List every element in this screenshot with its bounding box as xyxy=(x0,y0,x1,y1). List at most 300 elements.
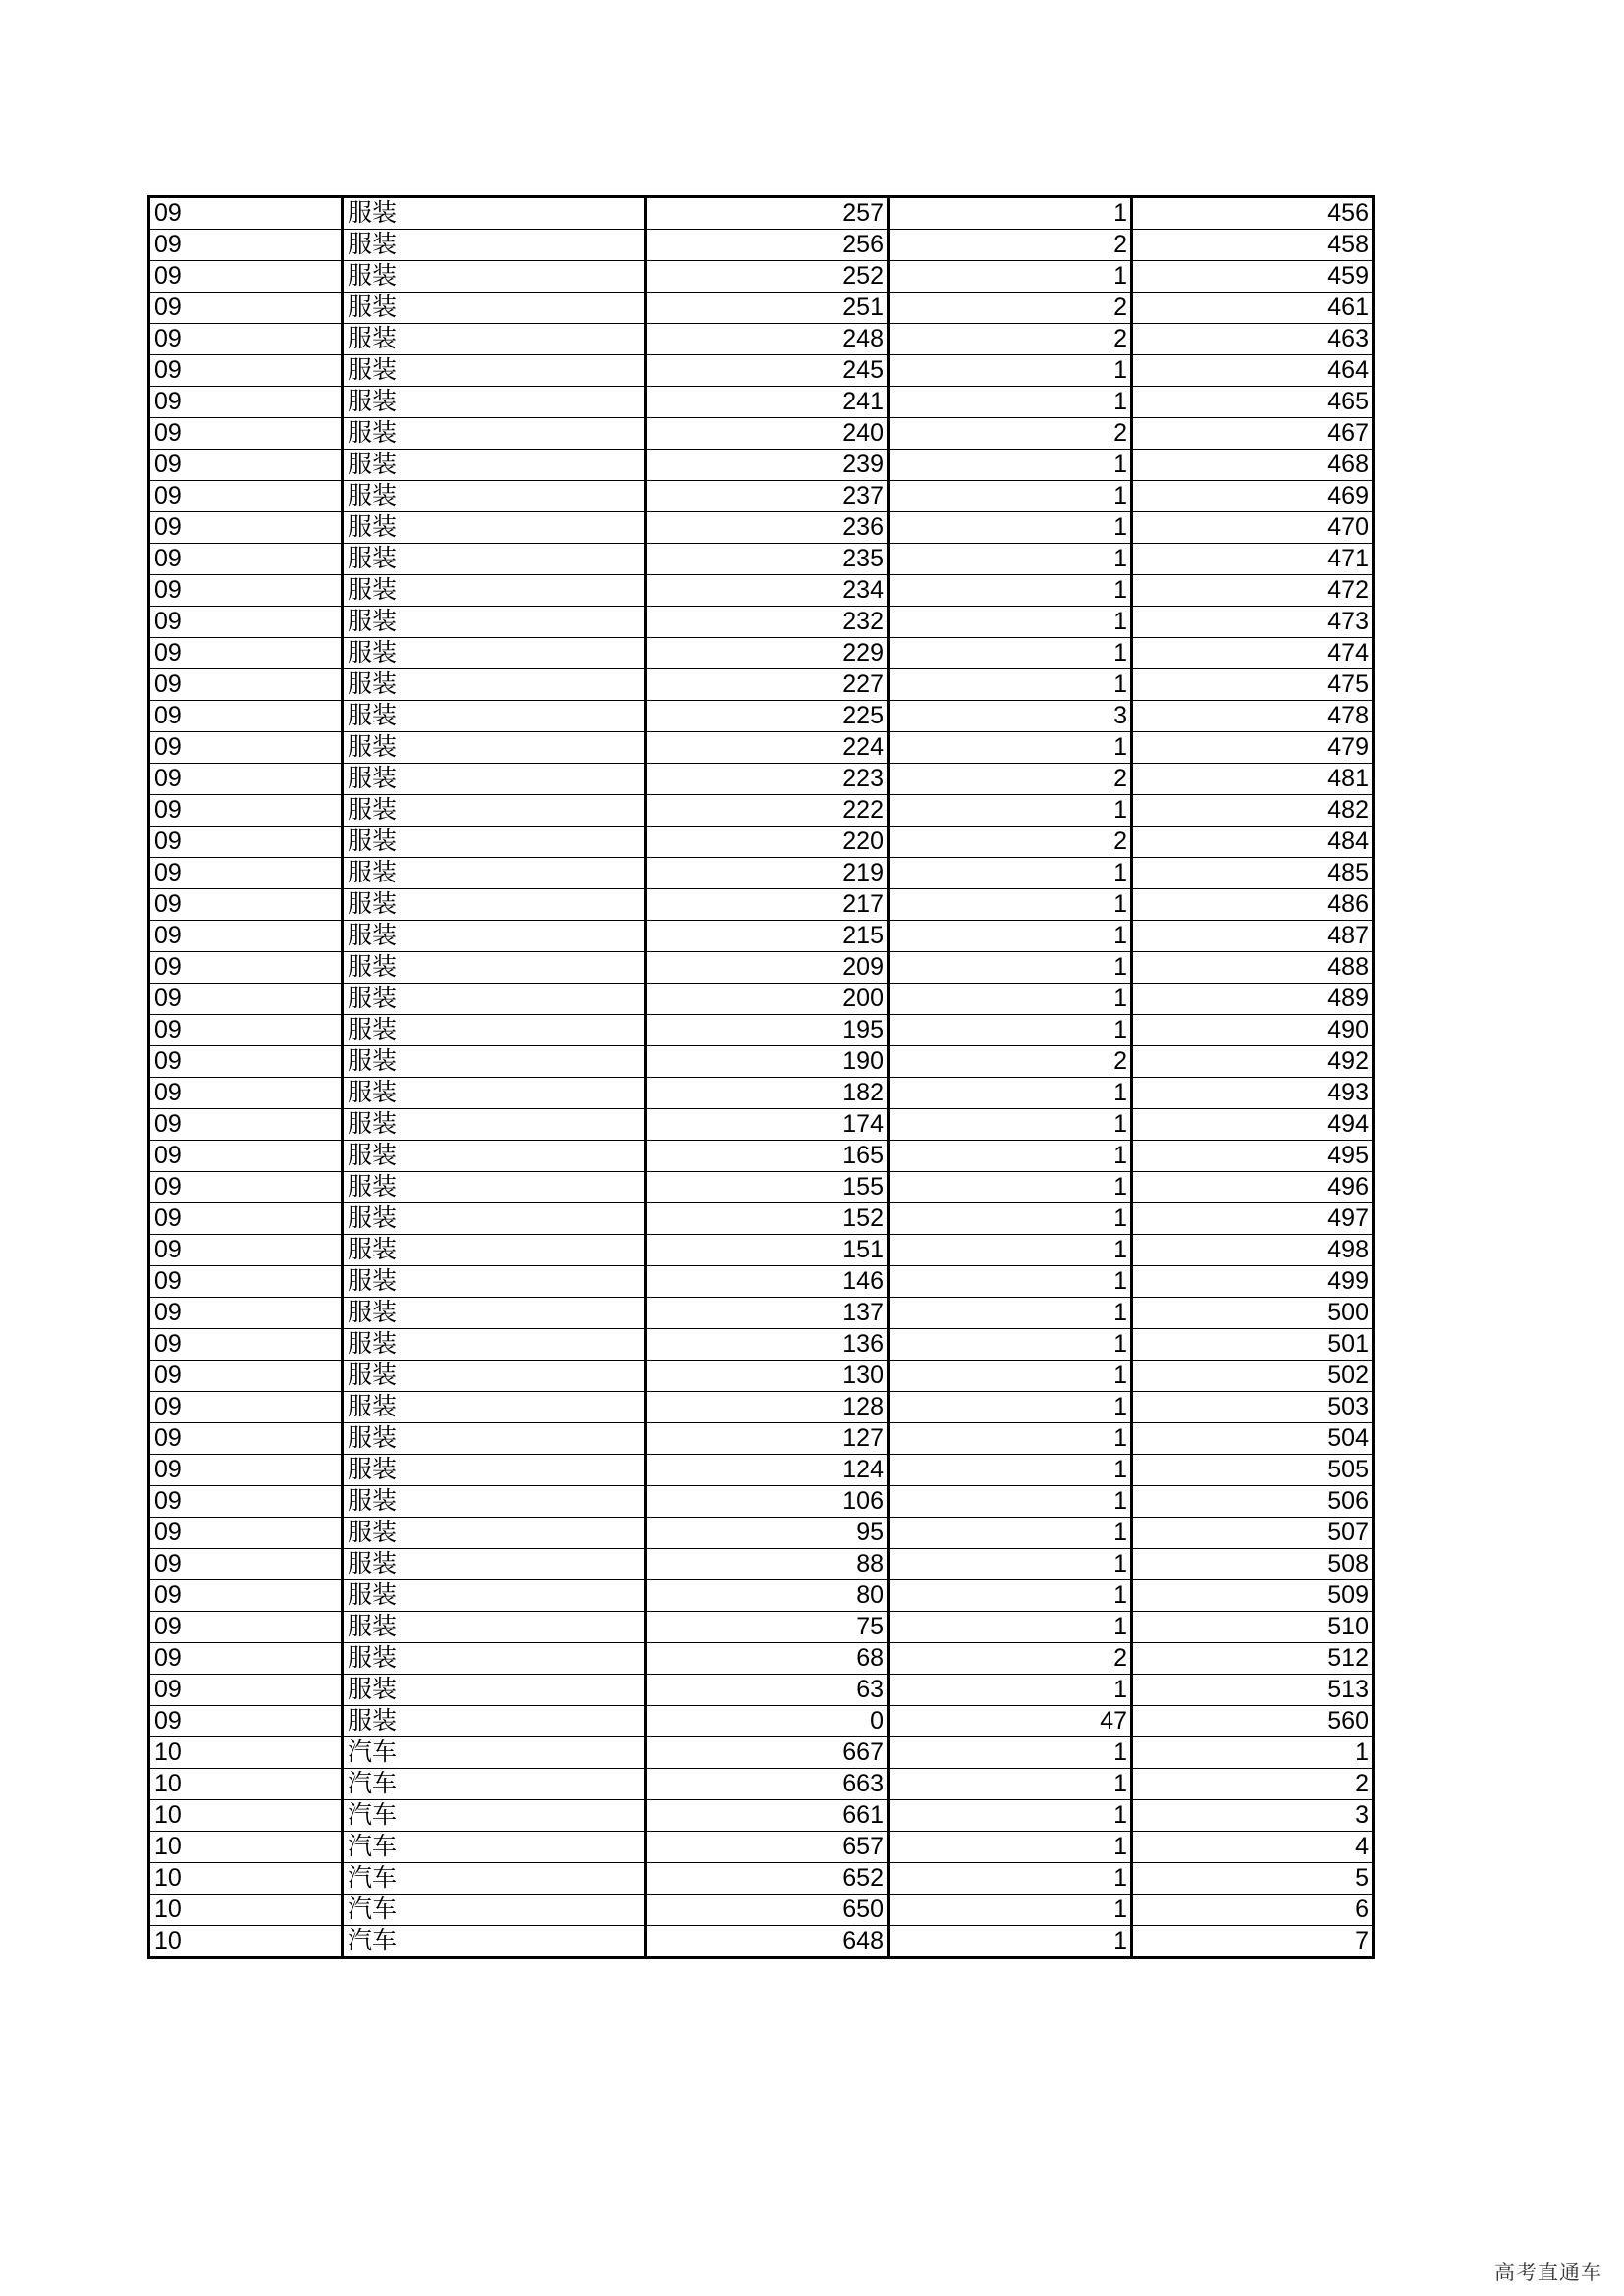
category-code-cell: 10 xyxy=(149,1769,343,1800)
table-row xyxy=(149,481,1374,512)
count-cell: 1 xyxy=(889,1392,1132,1423)
score-cell: 200 xyxy=(646,984,889,1015)
category-code-cell: 09 xyxy=(149,1549,343,1580)
score-cell: 215 xyxy=(646,921,889,952)
count-cell: 1 xyxy=(889,1895,1132,1926)
cumulative-count-cell: 468 xyxy=(1132,450,1374,481)
score-cell: 241 xyxy=(646,387,889,418)
cumulative-count-cell: 502 xyxy=(1132,1361,1374,1392)
score-cell: 182 xyxy=(646,1078,889,1109)
table-row xyxy=(149,1706,1374,1737)
category-code-cell: 09 xyxy=(149,669,343,701)
table-row xyxy=(149,921,1374,952)
table-row xyxy=(149,1266,1374,1298)
category-name-cell: 服装 xyxy=(343,1361,646,1392)
category-name-cell: 服装 xyxy=(343,1046,646,1078)
table-row xyxy=(149,827,1374,858)
category-code-cell: 09 xyxy=(149,1486,343,1518)
score-cell: 220 xyxy=(646,827,889,858)
count-cell: 1 xyxy=(889,607,1132,638)
score-cell: 88 xyxy=(646,1549,889,1580)
category-code-cell: 09 xyxy=(149,1675,343,1706)
category-name-cell: 服装 xyxy=(343,1298,646,1329)
count-cell: 1 xyxy=(889,1266,1132,1298)
score-cell: 661 xyxy=(646,1800,889,1832)
table-row xyxy=(149,1329,1374,1361)
category-code-cell: 09 xyxy=(149,795,343,827)
score-cell: 152 xyxy=(646,1203,889,1235)
score-cell: 106 xyxy=(646,1486,889,1518)
count-cell: 2 xyxy=(889,1046,1132,1078)
category-name-cell: 服装 xyxy=(343,1392,646,1423)
table-row xyxy=(149,1832,1374,1863)
category-code-cell: 09 xyxy=(149,701,343,732)
table-row xyxy=(149,1895,1374,1926)
table-row xyxy=(149,230,1374,261)
cumulative-count-cell: 482 xyxy=(1132,795,1374,827)
cumulative-count-cell: 479 xyxy=(1132,732,1374,764)
category-name-cell: 服装 xyxy=(343,512,646,544)
cumulative-count-cell: 470 xyxy=(1132,512,1374,544)
count-cell: 1 xyxy=(889,1486,1132,1518)
category-name-cell: 服装 xyxy=(343,858,646,889)
category-code-cell: 10 xyxy=(149,1832,343,1863)
cumulative-count-cell: 475 xyxy=(1132,669,1374,701)
score-cell: 63 xyxy=(646,1675,889,1706)
count-cell: 1 xyxy=(889,1737,1132,1769)
table-row xyxy=(149,764,1374,795)
cumulative-count-cell: 487 xyxy=(1132,921,1374,952)
category-name-cell: 服装 xyxy=(343,1518,646,1549)
table-row xyxy=(149,1926,1374,1958)
score-cell: 80 xyxy=(646,1580,889,1612)
cumulative-count-cell: 505 xyxy=(1132,1455,1374,1486)
category-code-cell: 09 xyxy=(149,324,343,355)
category-code-cell: 09 xyxy=(149,1109,343,1141)
score-cell: 222 xyxy=(646,795,889,827)
table-row xyxy=(149,1361,1374,1392)
category-name-cell: 服装 xyxy=(343,1172,646,1203)
score-cell: 151 xyxy=(646,1235,889,1266)
category-name-cell: 服装 xyxy=(343,230,646,261)
score-cell: 236 xyxy=(646,512,889,544)
category-name-cell: 服装 xyxy=(343,889,646,921)
category-name-cell: 服装 xyxy=(343,1078,646,1109)
score-cell: 234 xyxy=(646,575,889,607)
count-cell: 1 xyxy=(889,1172,1132,1203)
category-code-cell: 09 xyxy=(149,1423,343,1455)
category-name-cell: 服装 xyxy=(343,1706,646,1737)
score-cell: 239 xyxy=(646,450,889,481)
cumulative-count-cell: 459 xyxy=(1132,261,1374,293)
category-name-cell: 服装 xyxy=(343,293,646,324)
category-name-cell: 服装 xyxy=(343,1423,646,1455)
score-cell: 190 xyxy=(646,1046,889,1078)
category-name-cell: 汽车 xyxy=(343,1832,646,1863)
count-cell: 1 xyxy=(889,889,1132,921)
cumulative-count-cell: 498 xyxy=(1132,1235,1374,1266)
cumulative-count-cell: 503 xyxy=(1132,1392,1374,1423)
cumulative-count-cell: 464 xyxy=(1132,355,1374,387)
cumulative-count-cell: 506 xyxy=(1132,1486,1374,1518)
table-row xyxy=(149,1643,1374,1675)
cumulative-count-cell: 508 xyxy=(1132,1549,1374,1580)
score-cell: 130 xyxy=(646,1361,889,1392)
count-cell: 1 xyxy=(889,984,1132,1015)
category-code-cell: 09 xyxy=(149,1203,343,1235)
score-cell: 240 xyxy=(646,418,889,450)
table-row xyxy=(149,387,1374,418)
table-row xyxy=(149,197,1374,230)
count-cell: 1 xyxy=(889,1675,1132,1706)
cumulative-count-cell: 499 xyxy=(1132,1266,1374,1298)
count-cell: 1 xyxy=(889,1203,1132,1235)
category-code-cell: 09 xyxy=(149,544,343,575)
score-cell: 224 xyxy=(646,732,889,764)
table-row xyxy=(149,1486,1374,1518)
cumulative-count-cell: 509 xyxy=(1132,1580,1374,1612)
category-code-cell: 09 xyxy=(149,575,343,607)
category-name-cell: 汽车 xyxy=(343,1863,646,1895)
table-row xyxy=(149,512,1374,544)
category-name-cell: 服装 xyxy=(343,261,646,293)
table-row xyxy=(149,1203,1374,1235)
category-name-cell: 服装 xyxy=(343,1580,646,1612)
category-name-cell: 服装 xyxy=(343,1455,646,1486)
cumulative-count-cell: 510 xyxy=(1132,1612,1374,1643)
score-cell: 251 xyxy=(646,293,889,324)
category-code-cell: 09 xyxy=(149,1518,343,1549)
category-code-cell: 09 xyxy=(149,261,343,293)
score-cell: 127 xyxy=(646,1423,889,1455)
score-cell: 223 xyxy=(646,764,889,795)
category-code-cell: 09 xyxy=(149,1141,343,1172)
cumulative-count-cell: 467 xyxy=(1132,418,1374,450)
cumulative-count-cell: 494 xyxy=(1132,1109,1374,1141)
count-cell: 2 xyxy=(889,827,1132,858)
category-code-cell: 09 xyxy=(149,984,343,1015)
category-code-cell: 10 xyxy=(149,1737,343,1769)
count-cell: 2 xyxy=(889,230,1132,261)
category-code-cell: 09 xyxy=(149,858,343,889)
cumulative-count-cell: 496 xyxy=(1132,1172,1374,1203)
category-name-cell: 服装 xyxy=(343,1141,646,1172)
cumulative-count-cell: 489 xyxy=(1132,984,1374,1015)
cumulative-count-cell: 2 xyxy=(1132,1769,1374,1800)
score-cell: 256 xyxy=(646,230,889,261)
category-code-cell: 09 xyxy=(149,1298,343,1329)
count-cell: 1 xyxy=(889,795,1132,827)
category-name-cell: 服装 xyxy=(343,638,646,669)
category-code-cell: 09 xyxy=(149,450,343,481)
category-name-cell: 汽车 xyxy=(343,1737,646,1769)
cumulative-count-cell: 478 xyxy=(1132,701,1374,732)
score-cell: 650 xyxy=(646,1895,889,1926)
footer-watermark: 高考直通车 xyxy=(1494,2262,1602,2284)
count-cell: 2 xyxy=(889,418,1132,450)
score-cell: 195 xyxy=(646,1015,889,1046)
category-name-cell: 服装 xyxy=(343,732,646,764)
cumulative-count-cell: 474 xyxy=(1132,638,1374,669)
cumulative-count-cell: 3 xyxy=(1132,1800,1374,1832)
table-row xyxy=(149,1172,1374,1203)
table-row xyxy=(149,293,1374,324)
count-cell: 1 xyxy=(889,1832,1132,1863)
table-row xyxy=(149,1235,1374,1266)
score-cell: 75 xyxy=(646,1612,889,1643)
score-cell: 257 xyxy=(646,197,889,230)
score-cell: 663 xyxy=(646,1769,889,1800)
category-name-cell: 服装 xyxy=(343,827,646,858)
count-cell: 1 xyxy=(889,1235,1132,1266)
count-cell: 1 xyxy=(889,1109,1132,1141)
category-name-cell: 服装 xyxy=(343,1675,646,1706)
category-code-cell: 09 xyxy=(149,1361,343,1392)
category-code-cell: 09 xyxy=(149,1266,343,1298)
category-code-cell: 10 xyxy=(149,1800,343,1832)
table-row xyxy=(149,1612,1374,1643)
table-row xyxy=(149,1518,1374,1549)
cumulative-count-cell: 1 xyxy=(1132,1737,1374,1769)
table-row xyxy=(149,795,1374,827)
table-row xyxy=(149,984,1374,1015)
count-cell: 1 xyxy=(889,481,1132,512)
category-code-cell: 09 xyxy=(149,1172,343,1203)
category-name-cell: 汽车 xyxy=(343,1800,646,1832)
cumulative-count-cell: 485 xyxy=(1132,858,1374,889)
category-code-cell: 09 xyxy=(149,1643,343,1675)
score-cell: 235 xyxy=(646,544,889,575)
count-cell: 1 xyxy=(889,952,1132,984)
count-cell: 1 xyxy=(889,1455,1132,1486)
category-code-cell: 09 xyxy=(149,1329,343,1361)
cumulative-count-cell: 490 xyxy=(1132,1015,1374,1046)
table-row xyxy=(149,638,1374,669)
score-cell: 128 xyxy=(646,1392,889,1423)
score-cell: 667 xyxy=(646,1737,889,1769)
category-name-cell: 服装 xyxy=(343,607,646,638)
score-cell: 227 xyxy=(646,669,889,701)
table-row xyxy=(149,1800,1374,1832)
cumulative-count-cell: 473 xyxy=(1132,607,1374,638)
score-cell: 252 xyxy=(646,261,889,293)
count-cell: 1 xyxy=(889,1769,1132,1800)
category-name-cell: 服装 xyxy=(343,1203,646,1235)
category-name-cell: 服装 xyxy=(343,481,646,512)
count-cell: 1 xyxy=(889,638,1132,669)
count-cell: 1 xyxy=(889,1549,1132,1580)
table-row xyxy=(149,1141,1374,1172)
table-row xyxy=(149,1078,1374,1109)
score-cell: 248 xyxy=(646,324,889,355)
category-name-cell: 服装 xyxy=(343,701,646,732)
count-cell: 1 xyxy=(889,544,1132,575)
category-name-cell: 服装 xyxy=(343,418,646,450)
category-code-cell: 09 xyxy=(149,1235,343,1266)
cumulative-count-cell: 456 xyxy=(1132,197,1374,230)
category-name-cell: 服装 xyxy=(343,1549,646,1580)
cumulative-count-cell: 493 xyxy=(1132,1078,1374,1109)
category-name-cell: 服装 xyxy=(343,324,646,355)
count-cell: 2 xyxy=(889,293,1132,324)
cumulative-count-cell: 513 xyxy=(1132,1675,1374,1706)
count-cell: 1 xyxy=(889,1518,1132,1549)
cumulative-count-cell: 488 xyxy=(1132,952,1374,984)
category-name-cell: 服装 xyxy=(343,1486,646,1518)
category-code-cell: 10 xyxy=(149,1863,343,1895)
table-row xyxy=(149,952,1374,984)
table-row xyxy=(149,261,1374,293)
category-code-cell: 09 xyxy=(149,1046,343,1078)
category-code-cell: 09 xyxy=(149,607,343,638)
cumulative-count-cell: 469 xyxy=(1132,481,1374,512)
table-row xyxy=(149,1423,1374,1455)
category-name-cell: 服装 xyxy=(343,355,646,387)
count-cell: 1 xyxy=(889,669,1132,701)
category-name-cell: 汽车 xyxy=(343,1926,646,1958)
table-row xyxy=(149,1109,1374,1141)
table-row xyxy=(149,1046,1374,1078)
cumulative-count-cell: 4 xyxy=(1132,1832,1374,1863)
cumulative-count-cell: 501 xyxy=(1132,1329,1374,1361)
score-cell: 0 xyxy=(646,1706,889,1737)
table-row xyxy=(149,701,1374,732)
table-row xyxy=(149,1769,1374,1800)
category-name-cell: 服装 xyxy=(343,1266,646,1298)
cumulative-count-cell: 497 xyxy=(1132,1203,1374,1235)
score-cell: 225 xyxy=(646,701,889,732)
category-name-cell: 服装 xyxy=(343,921,646,952)
score-cell: 219 xyxy=(646,858,889,889)
cumulative-count-cell: 504 xyxy=(1132,1423,1374,1455)
category-code-cell: 09 xyxy=(149,355,343,387)
count-cell: 1 xyxy=(889,1078,1132,1109)
count-cell: 1 xyxy=(889,1580,1132,1612)
score-cell: 165 xyxy=(646,1141,889,1172)
score-cell: 648 xyxy=(646,1926,889,1958)
score-cell: 229 xyxy=(646,638,889,669)
category-name-cell: 服装 xyxy=(343,1235,646,1266)
table-row xyxy=(149,1015,1374,1046)
category-name-cell: 服装 xyxy=(343,1015,646,1046)
table-row xyxy=(149,1549,1374,1580)
category-name-cell: 服装 xyxy=(343,669,646,701)
category-name-cell: 服装 xyxy=(343,1109,646,1141)
cumulative-count-cell: 5 xyxy=(1132,1863,1374,1895)
category-name-cell: 服装 xyxy=(343,450,646,481)
count-cell: 1 xyxy=(889,512,1132,544)
count-cell: 1 xyxy=(889,921,1132,952)
category-name-cell: 服装 xyxy=(343,197,646,230)
cumulative-count-cell: 6 xyxy=(1132,1895,1374,1926)
score-cell: 146 xyxy=(646,1266,889,1298)
score-cell: 136 xyxy=(646,1329,889,1361)
count-cell: 47 xyxy=(889,1706,1132,1737)
cumulative-count-cell: 463 xyxy=(1132,324,1374,355)
score-cell: 232 xyxy=(646,607,889,638)
category-code-cell: 09 xyxy=(149,827,343,858)
category-code-cell: 09 xyxy=(149,481,343,512)
category-code-cell: 09 xyxy=(149,1580,343,1612)
category-code-cell: 09 xyxy=(149,889,343,921)
cumulative-count-cell: 507 xyxy=(1132,1518,1374,1549)
cumulative-count-cell: 500 xyxy=(1132,1298,1374,1329)
category-name-cell: 汽车 xyxy=(343,1895,646,1926)
count-cell: 1 xyxy=(889,450,1132,481)
category-name-cell: 汽车 xyxy=(343,1769,646,1800)
category-code-cell: 09 xyxy=(149,638,343,669)
category-name-cell: 服装 xyxy=(343,795,646,827)
count-cell: 1 xyxy=(889,355,1132,387)
table-row xyxy=(149,669,1374,701)
count-cell: 1 xyxy=(889,197,1132,230)
score-cell: 652 xyxy=(646,1863,889,1895)
score-cell: 245 xyxy=(646,355,889,387)
category-name-cell: 服装 xyxy=(343,952,646,984)
table-row xyxy=(149,1298,1374,1329)
count-cell: 2 xyxy=(889,324,1132,355)
score-cell: 124 xyxy=(646,1455,889,1486)
category-code-cell: 09 xyxy=(149,387,343,418)
category-name-cell: 服装 xyxy=(343,575,646,607)
table-row xyxy=(149,858,1374,889)
table-row xyxy=(149,355,1374,387)
count-cell: 1 xyxy=(889,1015,1132,1046)
score-cell: 217 xyxy=(646,889,889,921)
table-row xyxy=(149,1455,1374,1486)
table-row xyxy=(149,450,1374,481)
table-row xyxy=(149,1737,1374,1769)
count-cell: 1 xyxy=(889,1329,1132,1361)
score-cell: 237 xyxy=(646,481,889,512)
category-code-cell: 09 xyxy=(149,1015,343,1046)
score-cell: 155 xyxy=(646,1172,889,1203)
table-row xyxy=(149,1675,1374,1706)
table-row xyxy=(149,1392,1374,1423)
count-cell: 1 xyxy=(889,1141,1132,1172)
table-row xyxy=(149,575,1374,607)
count-cell: 1 xyxy=(889,1361,1132,1392)
category-code-cell: 09 xyxy=(149,293,343,324)
count-cell: 2 xyxy=(889,764,1132,795)
table-row xyxy=(149,544,1374,575)
category-code-cell: 09 xyxy=(149,732,343,764)
count-cell: 1 xyxy=(889,1926,1132,1958)
category-code-cell: 09 xyxy=(149,764,343,795)
cumulative-count-cell: 484 xyxy=(1132,827,1374,858)
cumulative-count-cell: 461 xyxy=(1132,293,1374,324)
cumulative-count-cell: 7 xyxy=(1132,1926,1374,1958)
category-name-cell: 服装 xyxy=(343,1612,646,1643)
category-code-cell: 09 xyxy=(149,418,343,450)
count-cell: 3 xyxy=(889,701,1132,732)
score-cell: 174 xyxy=(646,1109,889,1141)
score-cell: 657 xyxy=(646,1832,889,1863)
category-code-cell: 09 xyxy=(149,921,343,952)
category-code-cell: 09 xyxy=(149,1706,343,1737)
count-cell: 1 xyxy=(889,732,1132,764)
cumulative-count-cell: 471 xyxy=(1132,544,1374,575)
count-cell: 1 xyxy=(889,387,1132,418)
count-cell: 1 xyxy=(889,261,1132,293)
category-name-cell: 服装 xyxy=(343,1329,646,1361)
category-code-cell: 09 xyxy=(149,512,343,544)
category-code-cell: 09 xyxy=(149,1392,343,1423)
category-code-cell: 09 xyxy=(149,197,343,230)
cumulative-count-cell: 472 xyxy=(1132,575,1374,607)
table-row xyxy=(149,1580,1374,1612)
count-cell: 1 xyxy=(889,858,1132,889)
